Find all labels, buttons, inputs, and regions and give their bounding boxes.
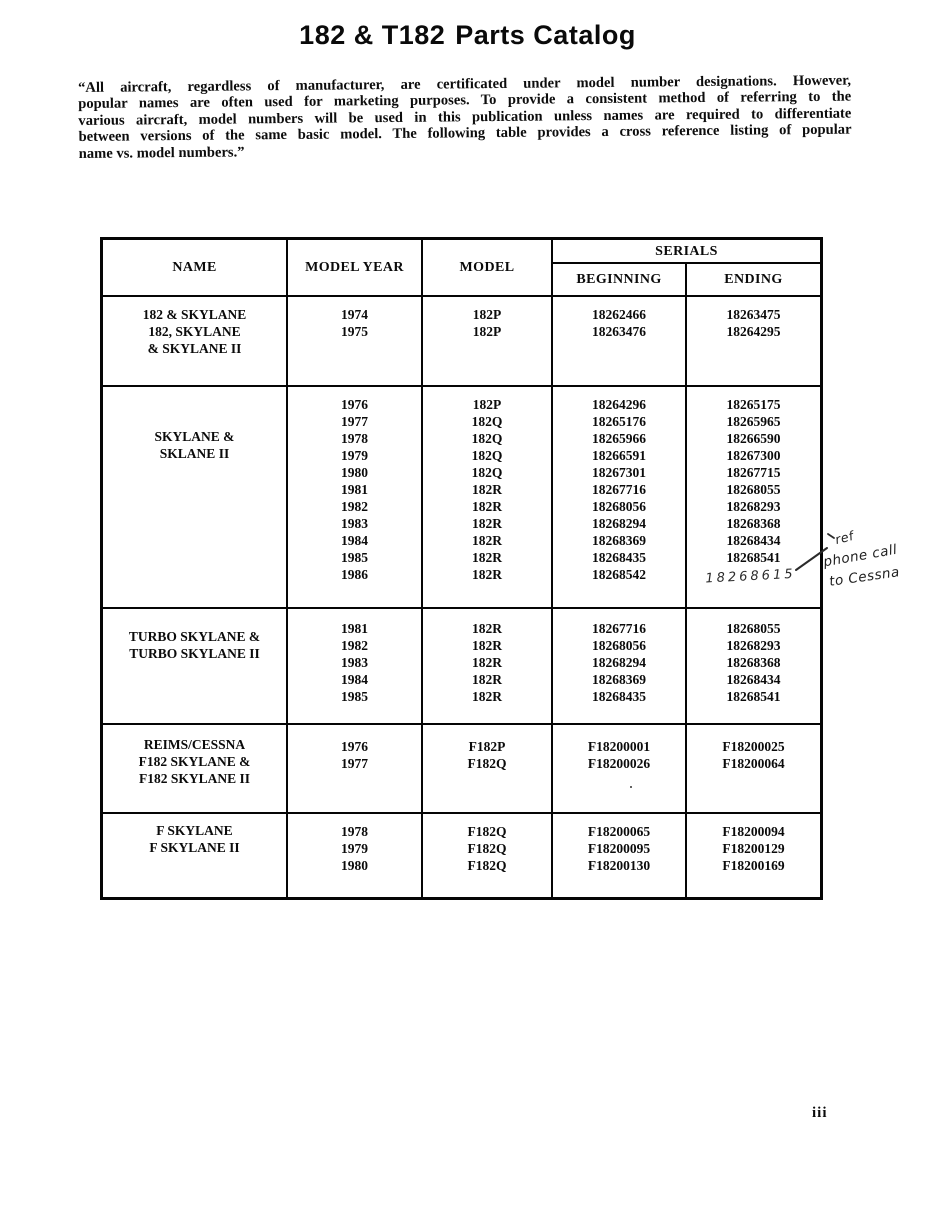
table-group-f-skylane — [103, 812, 820, 897]
model-cell — [423, 609, 553, 723]
cell-line: 1974 — [341, 307, 368, 322]
intro-line: between versions of the same basic model. The following table provides a cross reference listing of popular — [78, 121, 852, 146]
cell-line: F182Q — [467, 756, 507, 771]
model-cell — [423, 387, 553, 607]
name-cell — [103, 387, 288, 607]
cell-line: 182 & SKYLANE — [142, 307, 247, 322]
serials-subheader-row — [553, 264, 820, 295]
cell-line: F18200130 — [587, 858, 651, 873]
cell-line: 18267301 — [592, 465, 646, 480]
cell-line: 182P — [472, 307, 502, 322]
page-number: iii — [812, 1105, 828, 1121]
cell-line: 1981 — [341, 621, 368, 636]
cell-line: 182R — [472, 638, 502, 653]
intro-line: popular names are often used for marketing purposes. To provide a consistent method of referring to the — [78, 88, 852, 113]
cell-line: 18267715 — [726, 465, 781, 480]
cell-line: 1976 — [341, 397, 368, 412]
handwritten-note-to-cessna: to Cessna — [828, 564, 901, 590]
handwritten-serial: 18268615 — [705, 566, 796, 587]
cell-line: 182R — [472, 550, 502, 565]
table-group-reims-cessna — [103, 723, 820, 812]
ending-cell — [687, 725, 820, 812]
name-cell — [103, 609, 288, 723]
cell-line: 1984 — [341, 672, 368, 687]
cell-line: 18268294 — [592, 655, 646, 670]
cell-line: 18268055 — [726, 482, 781, 497]
cell-line: 18265965 — [726, 414, 781, 429]
handwritten-note-ref: ref — [833, 527, 856, 548]
cell-line: & SKYLANE II — [147, 341, 242, 356]
cell-line: 182R — [472, 567, 502, 582]
col-header-serials: SERIALS — [553, 240, 820, 264]
cell-line: 18267300 — [726, 448, 781, 463]
model-cell — [423, 297, 553, 385]
cell-line: 182Q — [471, 448, 503, 463]
cell-line: 1982 — [341, 499, 368, 514]
cell-line: F182Q — [467, 824, 507, 839]
year-cell — [288, 814, 423, 897]
cell-line: F18200001 — [587, 739, 651, 754]
col-header-beginning: BEGINNING — [553, 264, 687, 295]
cell-line: 18268293 — [726, 638, 781, 653]
cell-line: 1985 — [341, 550, 368, 565]
cell-line: F182Q — [467, 858, 507, 873]
cell-line: 1976 — [341, 739, 368, 754]
model-cell — [423, 725, 553, 812]
cell-line: F18200129 — [722, 841, 785, 856]
cell-line: 1980 — [341, 858, 368, 873]
cell-line: 18268434 — [726, 533, 781, 548]
beginning-cell — [553, 297, 687, 385]
cell-line: 18268056 — [592, 638, 646, 653]
cell-line: F182Q — [467, 841, 507, 856]
cell-line: F18200026 — [587, 756, 651, 771]
cell-line: 182R — [472, 533, 502, 548]
cell-line: 18268368 — [726, 516, 781, 531]
beginning-cell — [553, 725, 687, 812]
cell-line: 18267716 — [592, 482, 646, 497]
intro-line: “All aircraft, regardless of manufacturer, are certificated under model number designations. However, — [78, 72, 852, 96]
cell-line: 18268434 — [726, 672, 781, 687]
cell-line: F SKYLANE II — [149, 840, 240, 855]
name-cell — [103, 725, 288, 812]
cell-line: REIMS/CESSNA — [143, 737, 246, 752]
table-header-row — [103, 240, 820, 295]
year-cell — [288, 297, 423, 385]
cell-line: 18265176 — [592, 414, 646, 429]
cell-line: 1978 — [341, 824, 368, 839]
cell-line: 1983 — [341, 655, 368, 670]
cell-line: F18200094 — [722, 824, 785, 839]
year-cell — [288, 609, 423, 723]
ink-speck — [630, 786, 632, 788]
cell-line: 18268369 — [592, 672, 646, 687]
cell-line: SKLANE II — [159, 446, 230, 461]
cell-line: 1977 — [341, 414, 368, 429]
cell-line: 1985 — [341, 689, 368, 704]
cell-line: 18268056 — [592, 499, 646, 514]
cell-line: 182Q — [471, 414, 503, 429]
name-cell — [103, 297, 288, 385]
cell-line: 18268435 — [592, 689, 646, 704]
cell-line: F182P — [468, 739, 506, 754]
intro-paragraph — [78, 73, 852, 162]
cell-line: SKYLANE & — [154, 429, 235, 444]
beginning-cell — [553, 387, 687, 607]
cell-line: 182R — [472, 499, 502, 514]
intro-line: various aircraft, model numbers will be used in this publication unless names are required to differentiate — [78, 105, 852, 129]
table-group-182-skylane — [103, 295, 820, 385]
cell-line: 18268294 — [592, 516, 646, 531]
col-header-model-year: MODEL YEAR — [288, 240, 423, 295]
cell-line: 18268293 — [726, 499, 781, 514]
cell-line: 18263476 — [592, 324, 646, 339]
cell-line: 18265966 — [592, 431, 646, 446]
cell-line: 182P — [472, 324, 502, 339]
cell-line: 1984 — [341, 533, 368, 548]
cell-line: 182Q — [471, 431, 503, 446]
cell-line: 182, SKYLANE — [148, 324, 241, 339]
cell-line: 182R — [472, 655, 502, 670]
page-title — [0, 20, 935, 51]
cell-line: 182R — [472, 672, 502, 687]
cell-line: 18268368 — [726, 655, 781, 670]
ending-cell — [687, 297, 820, 385]
cross-reference-table — [100, 237, 823, 900]
cell-line: 18264295 — [726, 324, 781, 339]
page-title-models: 182 & T182 — [299, 20, 446, 50]
cell-line: F182 SKYLANE II — [138, 771, 251, 786]
cell-line: 1983 — [341, 516, 368, 531]
cell-line: 1979 — [341, 841, 368, 856]
cell-line: 1979 — [341, 448, 368, 463]
year-cell — [288, 387, 423, 607]
cell-line: 18262466 — [592, 307, 646, 322]
col-header-name: NAME — [103, 240, 288, 295]
beginning-cell — [553, 814, 687, 897]
year-cell — [288, 725, 423, 812]
name-cell — [103, 814, 288, 897]
col-header-serials-group — [553, 240, 820, 295]
cell-line: 18266591 — [592, 448, 646, 463]
cell-line: 1980 — [341, 465, 368, 480]
cell-line: 182Q — [471, 465, 503, 480]
cell-line: TURBO SKYLANE & — [128, 629, 261, 644]
ending-cell — [687, 814, 820, 897]
model-cell — [423, 814, 553, 897]
cell-line: 1981 — [341, 482, 368, 497]
table-group-skylane — [103, 385, 820, 607]
beginning-cell — [553, 609, 687, 723]
cell-line: 182R — [472, 482, 502, 497]
cell-line: 1978 — [341, 431, 368, 446]
cell-line: 1982 — [341, 638, 368, 653]
cell-line: F18200095 — [587, 841, 651, 856]
cell-line: F18200025 — [722, 739, 785, 754]
table-group-turbo-skylane — [103, 607, 820, 723]
cell-line: 18263475 — [726, 307, 781, 322]
cell-line: F18200065 — [587, 824, 651, 839]
cell-line: 18267716 — [592, 621, 646, 636]
cell-line: 1977 — [341, 756, 368, 771]
cell-line: 182R — [472, 689, 502, 704]
cell-line: 18268541 — [726, 689, 781, 704]
cell-line: TURBO SKYLANE II — [129, 646, 260, 661]
cell-line: F18200064 — [722, 756, 785, 771]
col-header-model: MODEL — [423, 240, 553, 295]
cell-line: 18268542 — [592, 567, 646, 582]
handwritten-note-phone-call: phone call — [822, 541, 899, 571]
cell-line: 18268541 — [726, 550, 781, 565]
cell-line: 18268435 — [592, 550, 646, 565]
cell-line: 182P — [472, 397, 502, 412]
cell-line: F182 SKYLANE & — [138, 754, 251, 769]
cell-line: 18268369 — [592, 533, 646, 548]
cell-line: F SKYLANE — [156, 823, 233, 838]
cell-line: 182R — [472, 516, 502, 531]
cell-line: 18264296 — [592, 397, 646, 412]
ending-cell — [687, 609, 820, 723]
cell-line: 18266590 — [726, 431, 781, 446]
page-title-catalog: Parts Catalog — [455, 20, 636, 50]
cell-line: 1986 — [341, 567, 368, 582]
cell-line: 18268055 — [726, 621, 781, 636]
cell-line: 1975 — [341, 324, 368, 339]
cell-line: F18200169 — [722, 858, 785, 873]
cell-line: 182R — [472, 621, 502, 636]
col-header-ending: ENDING — [724, 272, 783, 287]
intro-line: name vs. model numbers.” — [78, 144, 245, 162]
cell-line: 18265175 — [726, 397, 781, 412]
